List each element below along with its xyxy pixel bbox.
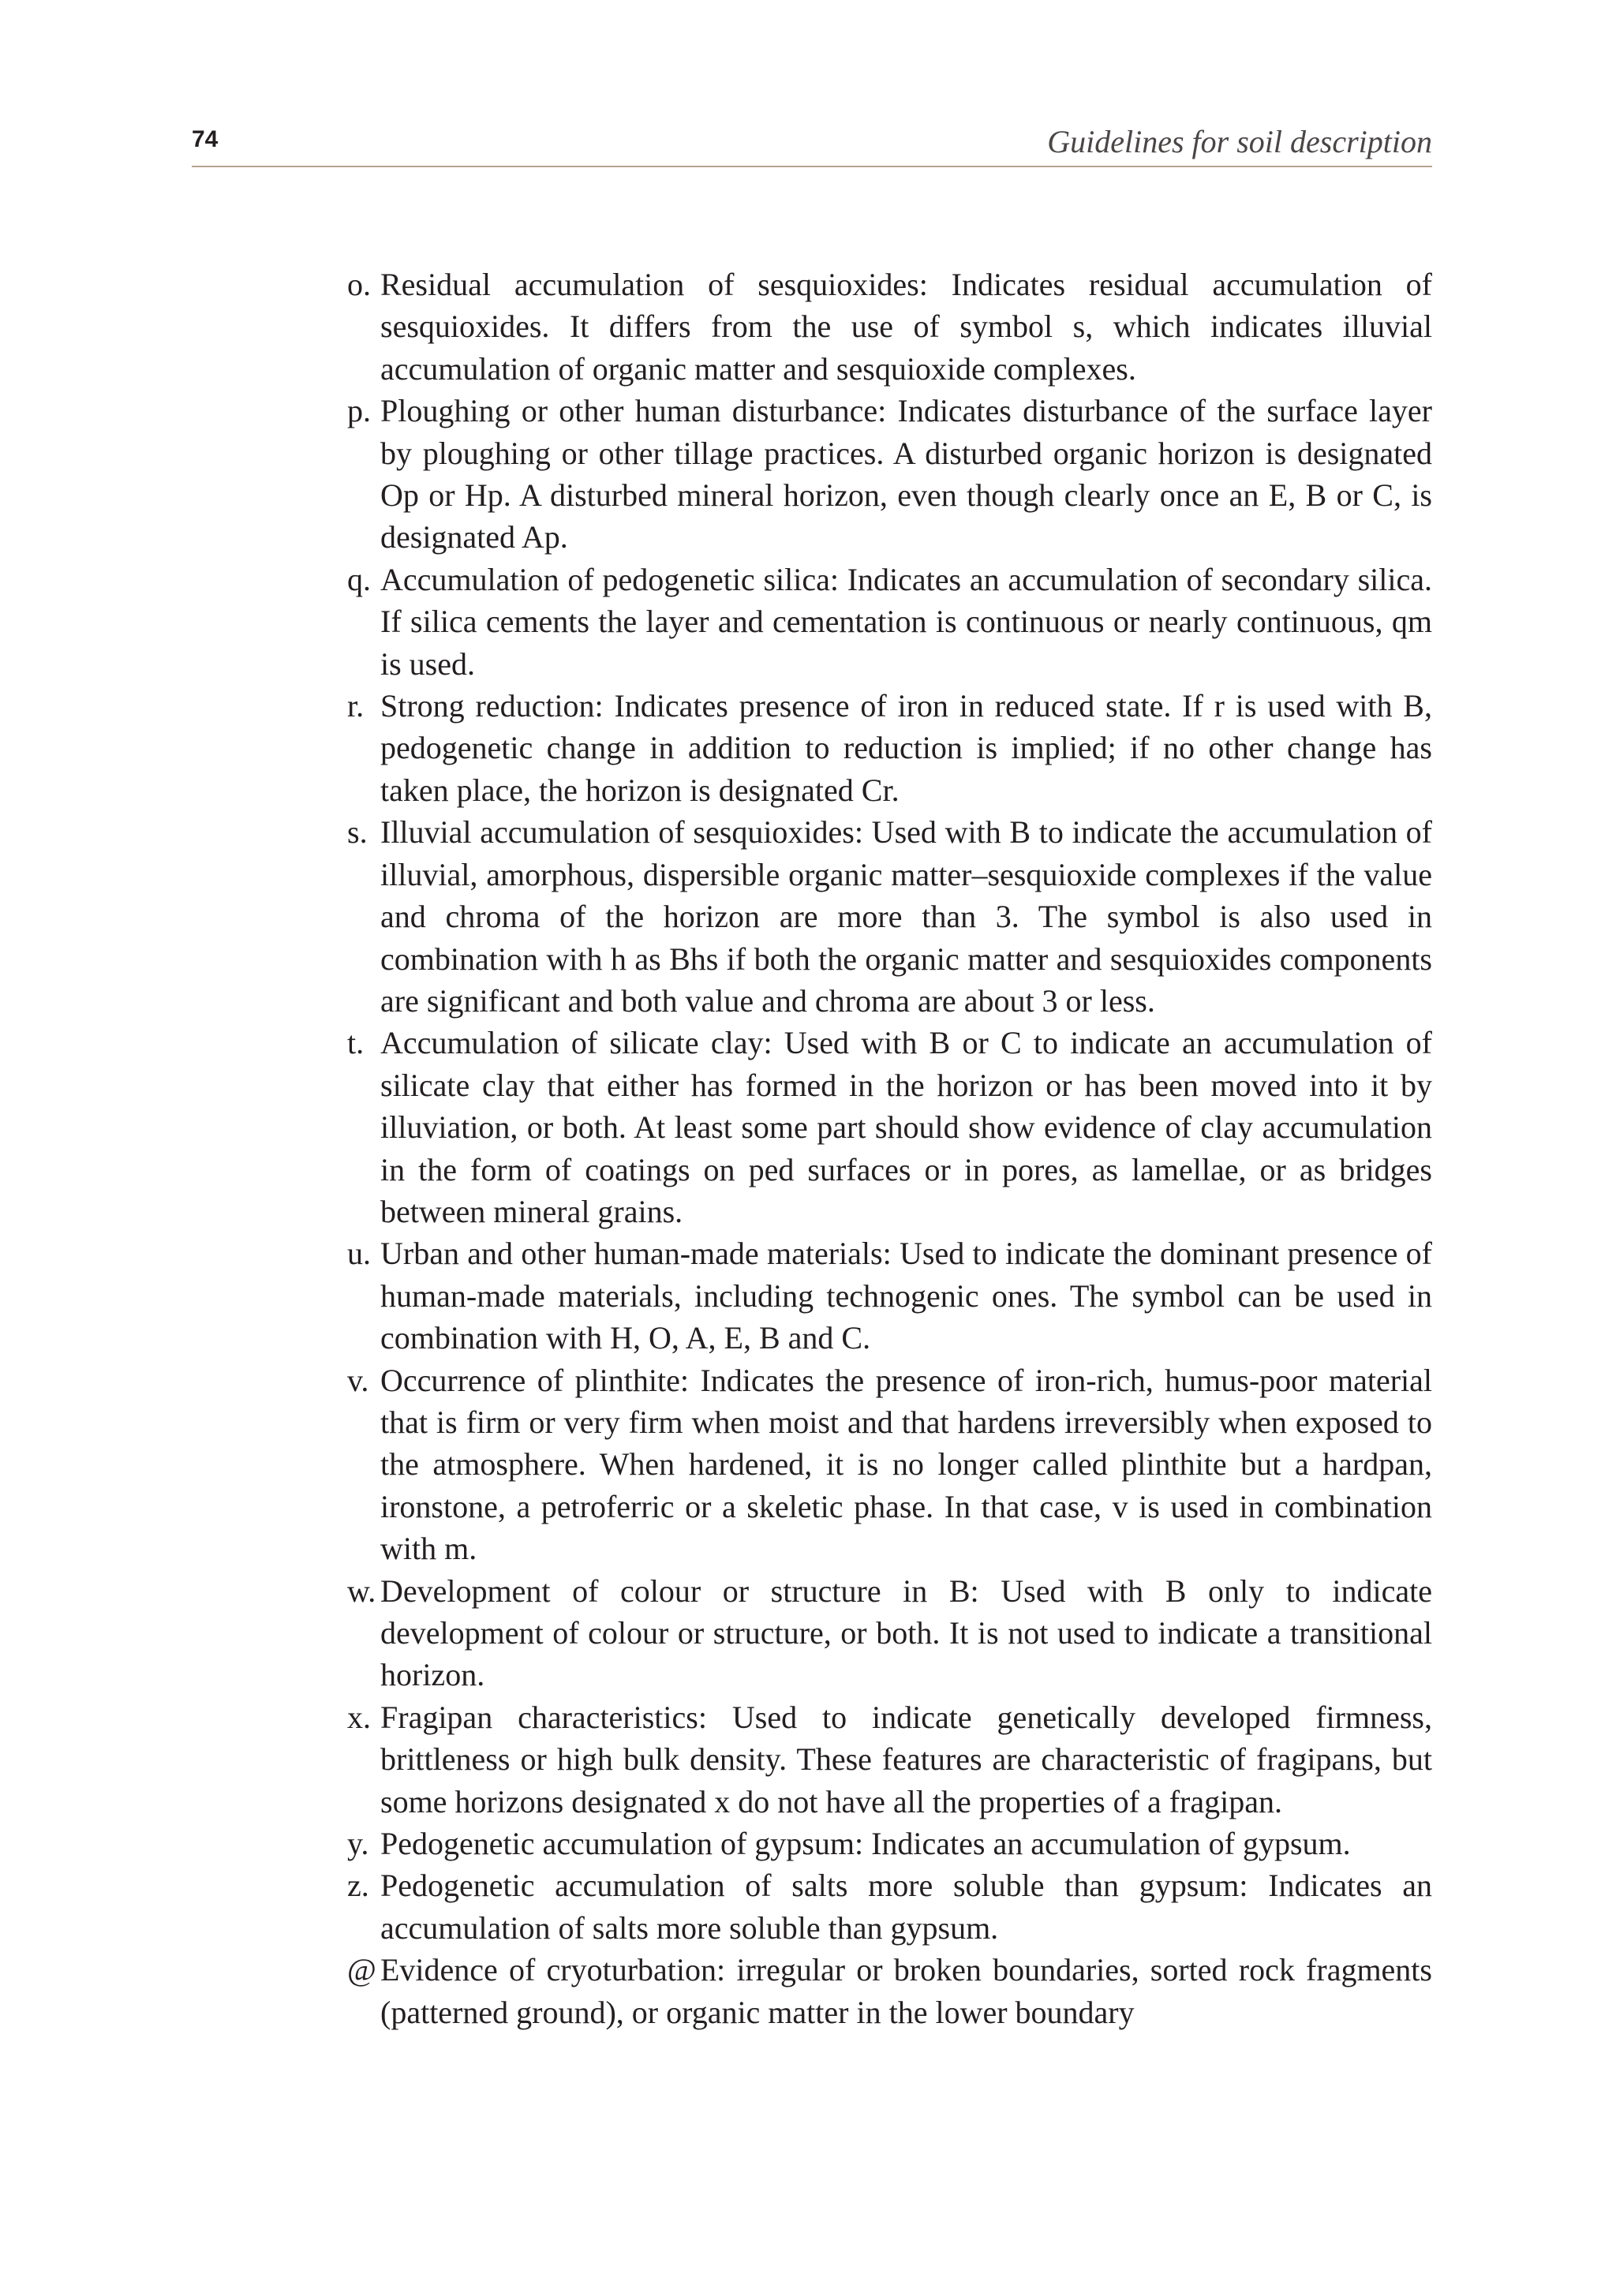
list-item-p <box>347 390 1432 559</box>
horizon-suffix-list <box>347 264 1432 2033</box>
item-label: v. <box>347 1362 369 1398</box>
item-label: o. <box>347 267 371 302</box>
list-item-x <box>347 1696 1432 1823</box>
item-text: Urban and other human-made materials: Used to indicate the dominant presence of human-made materials, including technogenic ones. The symbol can be used in combination with H, O, A, E, B and C. <box>380 1236 1432 1356</box>
item-label: q. <box>347 561 371 597</box>
item-label: r. <box>347 688 365 724</box>
running-title: Guidelines for soil description <box>1047 124 1432 159</box>
item-label: p. <box>347 393 371 429</box>
item-text: Residual accumulation of sesquioxides: Indicates residual accumulation of sesquioxides. It differs from the use of symbol s, which indicates illuvial accumulation of organic matter and sesquioxide complexes. <box>380 267 1432 387</box>
item-label: w. <box>347 1572 376 1609</box>
item-text: Accumulation of pedogenetic silica: Indicates an accumulation of secondary silica. If silica cements the layer and cementation is continuous or nearly continuous, qm is used. <box>380 561 1432 682</box>
list-item-q <box>347 559 1432 685</box>
item-text: Development of colour or structure in B: Used with B only to indicate development of colour or structure, or both. It is not used to indicate a transitional horizon. <box>380 1572 1432 1693</box>
page-number: 74 <box>192 126 219 152</box>
list-item-at <box>347 1949 1432 2033</box>
item-label: x. <box>347 1699 371 1735</box>
list-item-s <box>347 811 1432 1022</box>
list-item-w <box>347 1570 1432 1696</box>
item-text: Ploughing or other human disturbance: Indicates disturbance of the surface layer by ploughing or other tillage practices. A disturbed organic horizon is designated Op or Hp. A disturbed mineral horizon, even though clearly once an E, B or C, is designated Ap. <box>380 393 1432 555</box>
item-text: Accumulation of silicate clay: Used with B or C to indicate an accumulation of silicate clay that either has formed in the horizon or has been moved into it by illuviation, or both. At least some part should show evidence of clay accumulation in the form of coatings on ped surfaces or in pores, as lamellae, or as bridges between mineral grains. <box>380 1025 1432 1229</box>
item-label: y. <box>347 1826 369 1862</box>
page-header <box>192 118 1432 167</box>
item-label: u. <box>347 1236 371 1272</box>
list-item-y <box>347 1823 1432 1864</box>
item-label: t. <box>347 1025 365 1061</box>
item-label: z. <box>347 1868 369 1904</box>
item-text: Evidence of cryoturbation: irregular or broken boundaries, sorted rock fragments (patterned ground), or organic matter in the lower boundary <box>380 1952 1432 2030</box>
item-text: Strong reduction: Indicates presence of iron in reduced state. If r is used with B, pedogenetic change in addition to reduction is implied; if no other change has taken place, the horizon is designated Cr. <box>380 688 1432 808</box>
item-text: Pedogenetic accumulation of gypsum: Indicates an accumulation of gypsum. <box>380 1826 1351 1862</box>
list-item-t <box>347 1022 1432 1232</box>
list-item-u <box>347 1232 1432 1359</box>
item-text: Illuvial accumulation of sesquioxides: Used with B to indicate the accumulation of illuvial, amorphous, dispersible organic matter–sesquioxide complexes if the value and chroma of the horizon are more than 3. The symbol is also used in combination with h as Bhs if both the organic matter and sesquioxides components are significant and both value and chroma are about 3 or less. <box>380 814 1432 1019</box>
item-label: @ <box>347 1952 376 1988</box>
list-item-r <box>347 685 1432 811</box>
item-text: Occurrence of plinthite: Indicates the presence of iron-rich, humus-poor material that is firm or very firm when moist and that hardens irreversibly when exposed to the atmosphere. When hardened, it is no longer called plinthite but a hardpan, ironstone, a petroferric or a skeletic phase. In that case, v is used in combination with m. <box>380 1362 1432 1567</box>
list-item-z <box>347 1864 1432 1949</box>
item-label: s. <box>347 814 368 851</box>
list-item-v <box>347 1359 1432 1570</box>
item-text: Pedogenetic accumulation of salts more soluble than gypsum: Indicates an accumulation of salts more soluble than gypsum. <box>380 1868 1432 1946</box>
item-text: Fragipan characteristics: Used to indicate genetically developed firmness, brittleness or high bulk density. These features are characteristic of fragipans, but some horizons designated x do not have all the properties of a fragipan. <box>380 1699 1432 1819</box>
list-item-o <box>347 264 1432 390</box>
